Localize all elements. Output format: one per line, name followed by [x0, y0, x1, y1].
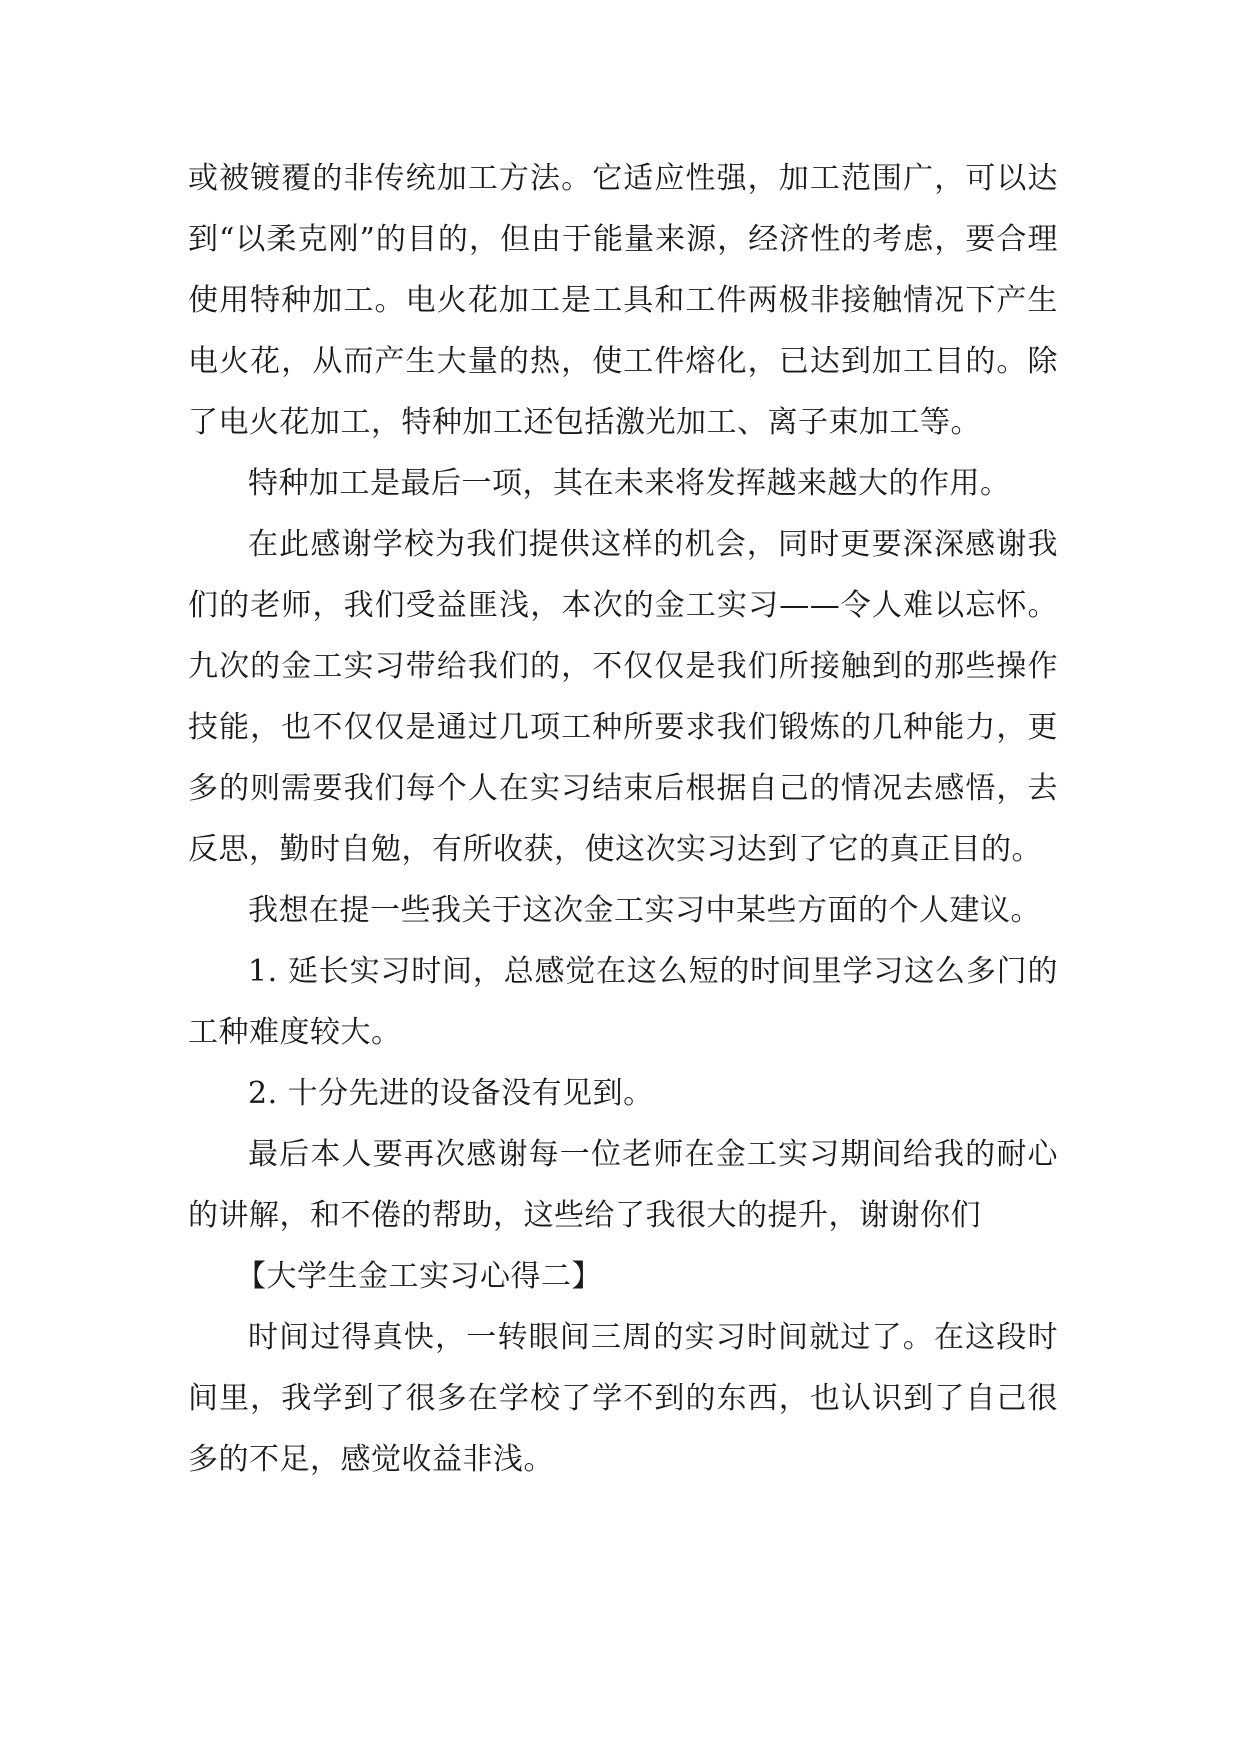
paragraph-section-two-intro: 时间过得真快，一转眼间三周的实习时间就过了。在这段时间里，我学到了很多在学校了学不到的东西，也认识到了自己很多的不足，感觉收益非浅。: [188, 1320, 1058, 1477]
paragraph-special-processing-summary: 特种加工是最后一项，其在未来将发挥越来越大的作用。: [248, 466, 1011, 501]
paragraph-closing-thanks: 最后本人要再次感谢每一位老师在金工实习期间给我的耐心的讲解，和不倦的帮助，这些给了我很大的提升，谢谢你们: [188, 1137, 1058, 1233]
paragraph-special-processing: 或被镀覆的非传统加工方法。它适应性强，加工范围广，可以达到“以柔克刚”的目的，但由于能量来源，经济性的考虑，要合理使用特种加工。电火花加工是工具和工件两极非接触情况下产生电火花，从而产生大量的热，使工件熔化，已达到加工目的。除了电火花加工，特种加工还包括激光加工、离子束加工等。: [188, 161, 1058, 440]
paragraph-suggestion-1: 1. 延长实习时间，总感觉在这么短的时间里学习这么多门的工种难度较大。: [188, 954, 1058, 1050]
document-page: [188, 148, 1058, 1490]
paragraph-thanks: 在此感谢学校为我们提供这样的机会，同时更要深深感谢我们的老师，我们受益匪浅，本次的金工实习——令人难以忘怀。九次的金工实习带给我们的，不仅仅是我们所接触到的那些操作技能，也不仅仅是通过几项工种所要求我们锻炼的几种能力，更多的则需要我们每个人在实习结束后根据自己的情况去感悟，去反思，勤时自勉，有所收获，使这次实习达到了它的真正目的。: [188, 527, 1058, 867]
paragraph-suggestion-2: 2. 十分先进的设备没有见到。: [248, 1076, 654, 1111]
section-heading: 【大学生金工实习心得二】: [236, 1259, 602, 1294]
paragraph-suggestions-intro: 我想在提一些我关于这次金工实习中某些方面的个人建议。: [248, 893, 1041, 928]
